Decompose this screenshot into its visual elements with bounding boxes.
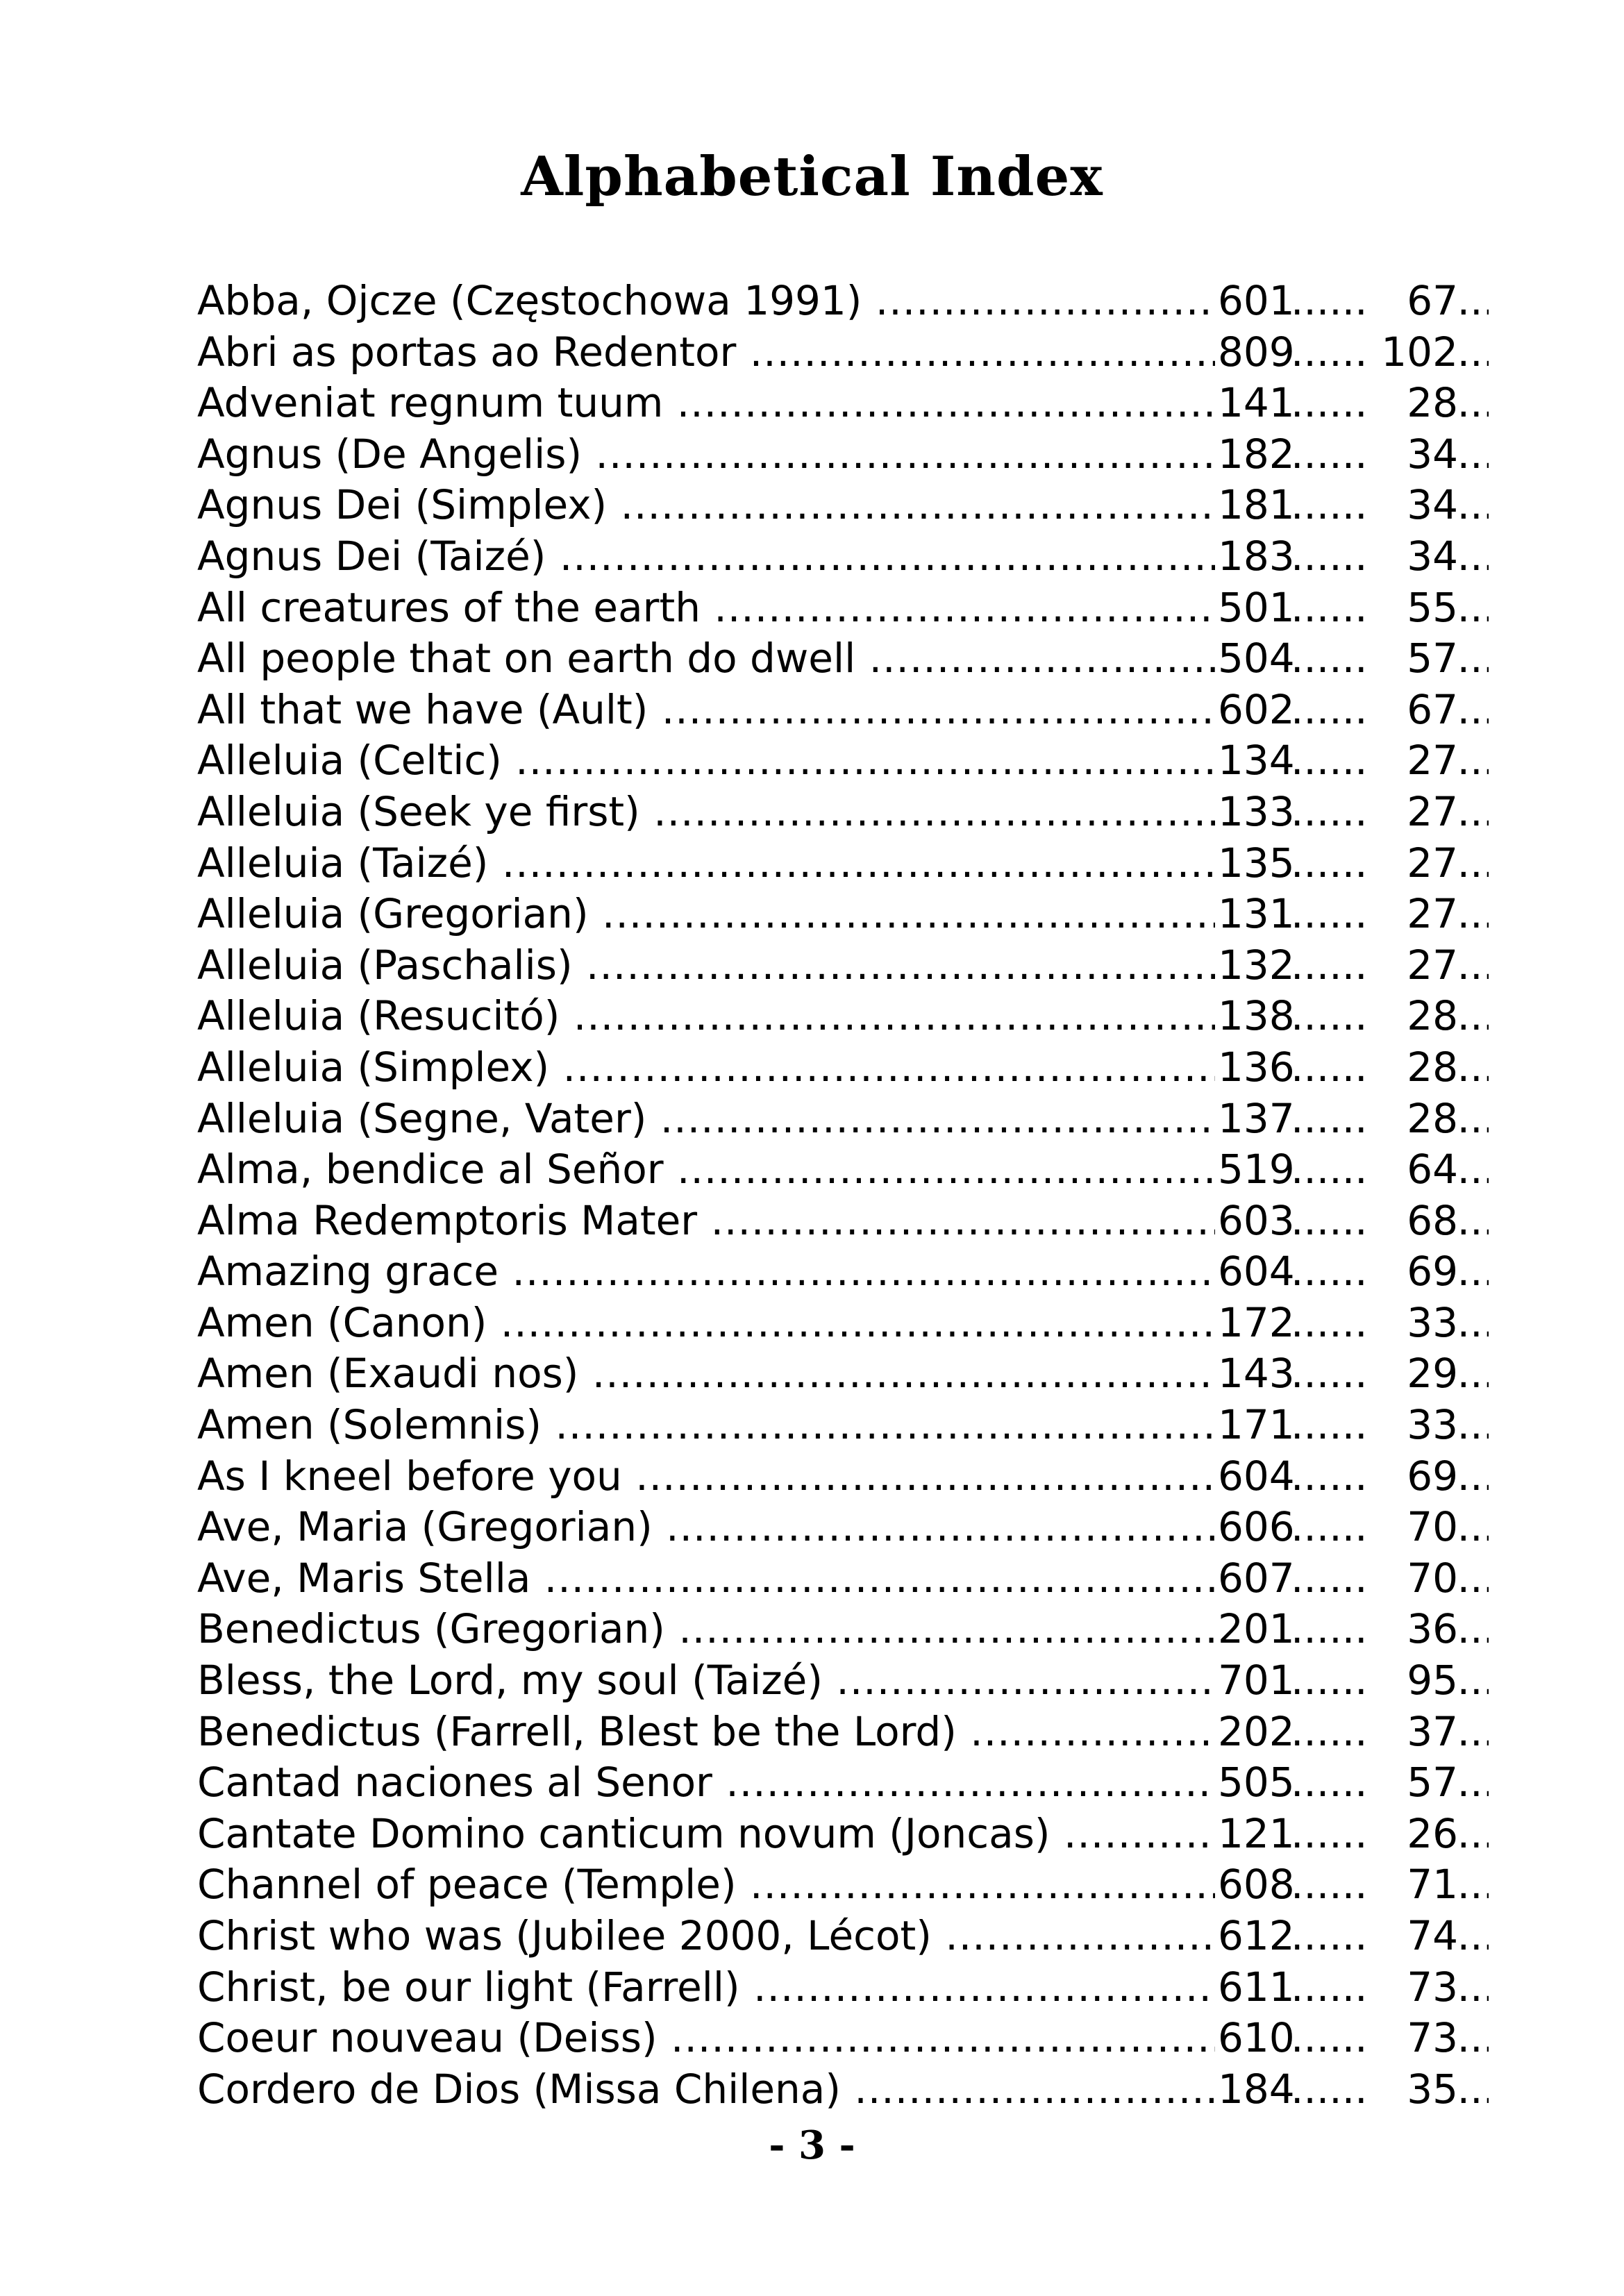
entry-title: All that we have (Ault) ..... [197, 685, 1215, 736]
index-entry [197, 1757, 1458, 1809]
entry-title: Alma, bendice al Señor ..... [197, 1144, 1215, 1196]
entry-number: 202 ..... [1218, 1707, 1489, 1758]
entry-title: Alleluia (Resucitó) ..... [197, 991, 1215, 1042]
entry-number: 135 ..... [1218, 838, 1489, 889]
entry-number: 504 ..... [1218, 633, 1489, 685]
index-entry [197, 1502, 1458, 1553]
entry-page: 64 [1371, 1144, 1458, 1196]
entry-title: All people that on earth do dwell ..... [197, 633, 1215, 685]
entry-number: 501 ..... [1218, 583, 1489, 634]
entry-number: 809 ..... [1218, 327, 1489, 378]
entry-title: Alleluia (Paschalis) ..... [197, 940, 1215, 991]
entry-page: 57 [1371, 633, 1458, 685]
entry-title: Christ, be our light (Farrell) ..... [197, 1962, 1215, 2013]
entry-number: 131 ..... [1218, 889, 1489, 940]
index-entry [197, 378, 1458, 429]
entry-page: 73 [1371, 2013, 1458, 2064]
index-entry [197, 1962, 1458, 2013]
entry-page: 67 [1371, 685, 1458, 736]
entry-page: 69 [1371, 1246, 1458, 1298]
entry-page: 28 [1371, 991, 1458, 1042]
entry-number: 603 ..... [1218, 1196, 1489, 1247]
index-entry [197, 1553, 1458, 1604]
index-entry [197, 583, 1458, 634]
entry-number: 602 ..... [1218, 685, 1489, 736]
entry-number: 610 ..... [1218, 2013, 1489, 2064]
index-entry [197, 685, 1458, 736]
entry-page: 28 [1371, 378, 1458, 429]
index-entry [197, 429, 1458, 480]
entry-page: 55 [1371, 583, 1458, 634]
index-entry [197, 838, 1458, 889]
entry-number: 604 ..... [1218, 1451, 1489, 1502]
index-entry [197, 735, 1458, 787]
entry-number: 141 ..... [1218, 378, 1489, 429]
entry-number: 133 ..... [1218, 787, 1489, 838]
entry-number: 172 ..... [1218, 1298, 1489, 1349]
index-entry [197, 1707, 1458, 1758]
entry-page: 33 [1371, 1400, 1458, 1451]
entry-page: 68 [1371, 1196, 1458, 1247]
entry-page: 37 [1371, 1707, 1458, 1758]
entry-number: 701 ..... [1218, 1655, 1489, 1707]
index-entry [197, 276, 1458, 327]
entry-number: 505 ..... [1218, 1757, 1489, 1809]
entry-title: Channel of peace (Temple) ..... [197, 1859, 1215, 1911]
entry-title: Amen (Canon) ..... [197, 1298, 1215, 1349]
entry-page: 34 [1371, 480, 1458, 531]
index-entry [197, 1451, 1458, 1502]
entry-number: 184 ..... [1218, 2064, 1489, 2115]
entry-title: Benedictus (Farrell, Blest be the Lord) ..... [197, 1707, 1215, 1758]
entry-title: Adveniat regnum tuum ..... [197, 378, 1215, 429]
index-entry [197, 1400, 1458, 1451]
entry-title: Christ who was (Jubilee 2000, Lécot) ..... [197, 1911, 1215, 1962]
entry-title: Bless, the Lord, my soul (Taizé) ..... [197, 1655, 1215, 1707]
entry-page: 36 [1371, 1604, 1458, 1655]
entry-page: 27 [1371, 889, 1458, 940]
index-entry [197, 1911, 1458, 1962]
entry-title: Abri as portas ao Redentor ..... [197, 327, 1215, 378]
entry-page: 27 [1371, 838, 1458, 889]
index-entry [197, 1196, 1458, 1247]
entry-number: 171 ..... [1218, 1400, 1489, 1451]
index-entry [197, 1093, 1458, 1145]
index-entry [197, 1246, 1458, 1298]
entry-title: Cantate Domino canticum novum (Joncas) ..... [197, 1809, 1215, 1860]
entry-number: 138 ..... [1218, 991, 1489, 1042]
entry-title: Abba, Ojcze (Częstochowa 1991) ..... [197, 276, 1215, 327]
index-entry [197, 1809, 1458, 1860]
entry-page: 27 [1371, 735, 1458, 787]
entry-title: Alleluia (Gregorian) ..... [197, 889, 1215, 940]
index-entry [197, 940, 1458, 991]
entry-title: Amen (Exaudi nos) ..... [197, 1348, 1215, 1400]
entry-number: 181 ..... [1218, 480, 1489, 531]
entry-page: 71 [1371, 1859, 1458, 1911]
alphabetical-index-list [197, 276, 1458, 2115]
entry-page: 28 [1371, 1042, 1458, 1093]
entry-number: 607 ..... [1218, 1553, 1489, 1604]
page-number: - 3 - [769, 2122, 855, 2168]
entry-title: Agnus Dei (Simplex) ..... [197, 480, 1215, 531]
entry-title: Amazing grace ..... [197, 1246, 1215, 1298]
entry-title: Agnus (De Angelis) ..... [197, 429, 1215, 480]
entry-page: 57 [1371, 1757, 1458, 1809]
entry-number: 121 ..... [1218, 1809, 1489, 1860]
index-entry [197, 1298, 1458, 1349]
index-entry [197, 2013, 1458, 2064]
entry-page: 26 [1371, 1809, 1458, 1860]
entry-page: 33 [1371, 1298, 1458, 1349]
entry-title: Ave, Maris Stella ..... [197, 1553, 1215, 1604]
entry-number: 137 ..... [1218, 1093, 1489, 1145]
entry-number: 182 ..... [1218, 429, 1489, 480]
page-title: Alphabetical Index [521, 145, 1103, 208]
entry-number: 611 ..... [1218, 1962, 1489, 2013]
index-entry [197, 1042, 1458, 1093]
index-entry [197, 787, 1458, 838]
entry-number: 519 ..... [1218, 1144, 1489, 1196]
entry-page: 34 [1371, 429, 1458, 480]
entry-number: 183 ..... [1218, 531, 1489, 583]
index-entry [197, 1144, 1458, 1196]
index-entry [197, 1604, 1458, 1655]
entry-title: Benedictus (Gregorian) ..... [197, 1604, 1215, 1655]
index-entry [197, 2064, 1458, 2115]
index-entry [197, 1859, 1458, 1911]
entry-page: 70 [1371, 1553, 1458, 1604]
index-entry [197, 480, 1458, 531]
entry-title: Alleluia (Celtic) ..... [197, 735, 1215, 787]
index-entry [197, 1655, 1458, 1707]
index-entry [197, 991, 1458, 1042]
index-entry [197, 633, 1458, 685]
entry-title: Alleluia (Seek ye first) ..... [197, 787, 1215, 838]
entry-number: 134 ..... [1218, 735, 1489, 787]
entry-number: 608 ..... [1218, 1859, 1489, 1911]
entry-number: 143 ..... [1218, 1348, 1489, 1400]
entry-page: 73 [1371, 1962, 1458, 2013]
entry-page: 67 [1371, 276, 1458, 327]
entry-title: Coeur nouveau (Deiss) ..... [197, 2013, 1215, 2064]
entry-title: All creatures of the earth ..... [197, 583, 1215, 634]
entry-title: Alleluia (Taizé) ..... [197, 838, 1215, 889]
entry-page: 29 [1371, 1348, 1458, 1400]
entry-title: Cordero de Dios (Missa Chilena) ..... [197, 2064, 1215, 2115]
entry-page: 27 [1371, 787, 1458, 838]
entry-number: 201 ..... [1218, 1604, 1489, 1655]
entry-page: 74 [1371, 1911, 1458, 1962]
entry-page: 70 [1371, 1502, 1458, 1553]
entry-title: As I kneel before you ..... [197, 1451, 1215, 1502]
index-entry [197, 531, 1458, 583]
entry-number: 612 ..... [1218, 1911, 1489, 1962]
entry-title: Ave, Maria (Gregorian) ..... [197, 1502, 1215, 1553]
entry-title: Alleluia (Segne, Vater) ..... [197, 1093, 1215, 1145]
entry-number: 606 ..... [1218, 1502, 1489, 1553]
entry-page: 95 [1371, 1655, 1458, 1707]
entry-page: 102 [1371, 327, 1458, 378]
index-entry [197, 889, 1458, 940]
entry-title: Alleluia (Simplex) ..... [197, 1042, 1215, 1093]
index-entry [197, 327, 1458, 378]
index-entry [197, 1348, 1458, 1400]
entry-title: Cantad naciones al Senor ..... [197, 1757, 1215, 1809]
entry-title: Amen (Solemnis) ..... [197, 1400, 1215, 1451]
entry-number: 601 ..... [1218, 276, 1489, 327]
entry-page: 34 [1371, 531, 1458, 583]
entry-page: 35 [1371, 2064, 1458, 2115]
entry-number: 132 ..... [1218, 940, 1489, 991]
entry-title: Alma Redemptoris Mater ..... [197, 1196, 1215, 1247]
entry-number: 136 ..... [1218, 1042, 1489, 1093]
entry-title: Agnus Dei (Taizé) ..... [197, 531, 1215, 583]
entry-page: 69 [1371, 1451, 1458, 1502]
entry-number: 604 ..... [1218, 1246, 1489, 1298]
entry-page: 28 [1371, 1093, 1458, 1145]
entry-page: 27 [1371, 940, 1458, 991]
